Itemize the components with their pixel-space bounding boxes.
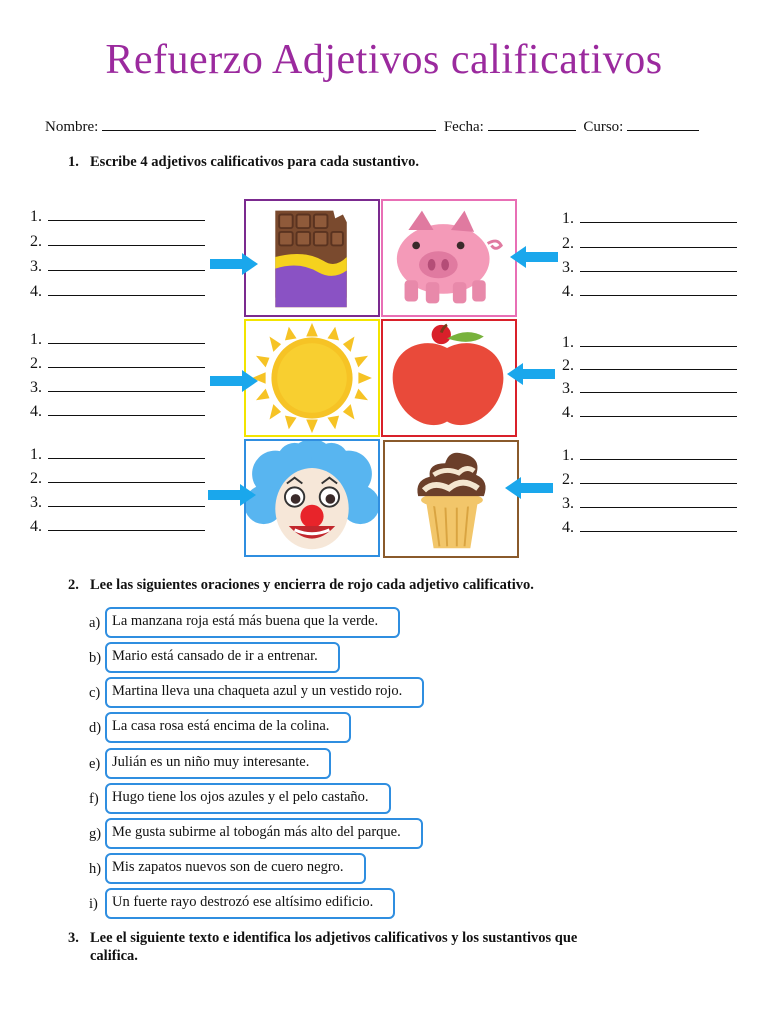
blank-line[interactable]: 2. (30, 470, 205, 488)
sentence-item: a) La manzana roja está más buena que la verde. (89, 609, 400, 640)
blank-line[interactable]: 3. (562, 259, 737, 277)
picture-box-ice-cream (383, 440, 519, 558)
ice-cream-icon (385, 442, 517, 556)
question-1 (68, 154, 419, 171)
blank-line[interactable]: 1. (30, 446, 205, 464)
student-info-row (45, 118, 703, 136)
sentence-item: e) Julián es un niño muy interesante. (89, 750, 331, 781)
sentence-item: c) Martina lleva una chaqueta azul y un vestido rojo. (89, 679, 424, 710)
question-text-continued: califica. (90, 948, 138, 964)
arrow-left-icon (507, 363, 555, 385)
blank-line[interactable]: 3. (30, 258, 205, 276)
blank-line[interactable]: 1. (562, 210, 737, 228)
sentence-item: b) Mario está cansado de ir a entrenar. (89, 644, 340, 675)
sentence-box[interactable]: Julián es un niño muy interesante. (105, 748, 331, 779)
sentence-box[interactable]: Me gusta subirme al tobogán más alto del parque. (105, 818, 423, 849)
blank-line[interactable]: 1. (562, 334, 737, 352)
sentence-box[interactable]: La manzana roja está más buena que la verde. (105, 607, 400, 638)
blank-line[interactable]: 4. (30, 403, 205, 421)
picture-box-chocolate (244, 199, 380, 317)
question-text: Lee el siguiente texto e identifica los adjetivos calificativos y los sustantivos que (90, 930, 578, 946)
arrow-left-icon (505, 477, 553, 499)
blank-line[interactable]: 4. (562, 283, 737, 301)
nombre-label: Nombre: (45, 119, 99, 135)
question-2 (68, 577, 534, 594)
sentence-item: i) Un fuerte rayo destrozó ese altísimo edificio. (89, 890, 395, 921)
blank-line[interactable]: 1. (30, 208, 205, 226)
sentence-item: g) Me gusta subirme al tobogán más alto del parque. (89, 820, 423, 851)
blank-line[interactable]: 2. (562, 235, 737, 253)
nombre-field[interactable] (102, 118, 436, 131)
sentence-item: h) Mis zapatos nuevos son de cuero negro. (89, 855, 366, 886)
clown-icon (246, 441, 378, 555)
sentence-box[interactable]: Hugo tiene los ojos azules y el pelo castaño. (105, 783, 391, 814)
picture-box-pig (381, 199, 517, 317)
blank-line[interactable]: 4. (562, 519, 737, 537)
sentence-box[interactable]: Mario está cansado de ir a entrenar. (105, 642, 340, 673)
fecha-field[interactable] (488, 118, 576, 131)
blank-line[interactable]: 3. (30, 494, 205, 512)
chocolate-bar-icon (246, 201, 378, 315)
picture-box-apple (381, 319, 517, 437)
blank-line[interactable]: 2. (30, 355, 205, 373)
sentence-item: d) La casa rosa está encima de la colina. (89, 714, 351, 745)
picture-box-clown (244, 439, 380, 557)
sentence-item: f) Hugo tiene los ojos azules y el pelo castaño. (89, 785, 391, 816)
question-text: Escribe 4 adjetivos calificativos para cada sustantivo. (90, 154, 420, 170)
blank-line[interactable]: 1. (30, 331, 205, 349)
arrow-right-icon (210, 370, 258, 392)
blank-line[interactable]: 4. (30, 518, 205, 536)
sun-icon (246, 321, 378, 435)
blank-line[interactable]: 2. (30, 233, 205, 251)
question-number: 2. (68, 577, 79, 593)
pig-icon (383, 201, 515, 315)
curso-label: Curso: (583, 119, 624, 135)
sentence-box[interactable]: Un fuerte rayo destrozó ese altísimo edificio. (105, 888, 395, 919)
blank-line[interactable]: 2. (562, 471, 737, 489)
sentence-box[interactable]: Martina lleva una chaqueta azul y un vestido rojo. (105, 677, 424, 708)
blank-line[interactable]: 2. (562, 357, 737, 375)
curso-field[interactable] (627, 118, 699, 131)
blank-line[interactable]: 4. (562, 404, 737, 422)
arrow-right-icon (210, 253, 258, 275)
page-title: Refuerzo Adjetivos calificativos (105, 37, 663, 83)
question-3 (68, 929, 577, 965)
blank-line[interactable]: 3. (562, 495, 737, 513)
apple-icon (383, 321, 515, 435)
blank-line[interactable]: 3. (562, 380, 737, 398)
sentence-box[interactable]: Mis zapatos nuevos son de cuero negro. (105, 853, 366, 884)
question-number: 1. (68, 154, 79, 170)
question-text: Lee las siguientes oraciones y encierra de rojo cada adjetivo calificativo. (90, 577, 534, 593)
picture-box-sun (244, 319, 380, 437)
blank-line[interactable]: 4. (30, 283, 205, 301)
sentence-box[interactable]: La casa rosa está encima de la colina. (105, 712, 351, 743)
blank-line[interactable]: 3. (30, 379, 205, 397)
fecha-label: Fecha: (443, 119, 484, 135)
question-number: 3. (68, 930, 79, 946)
arrow-left-icon (510, 246, 558, 268)
blank-line[interactable]: 1. (562, 447, 737, 465)
arrow-right-icon (208, 484, 256, 506)
